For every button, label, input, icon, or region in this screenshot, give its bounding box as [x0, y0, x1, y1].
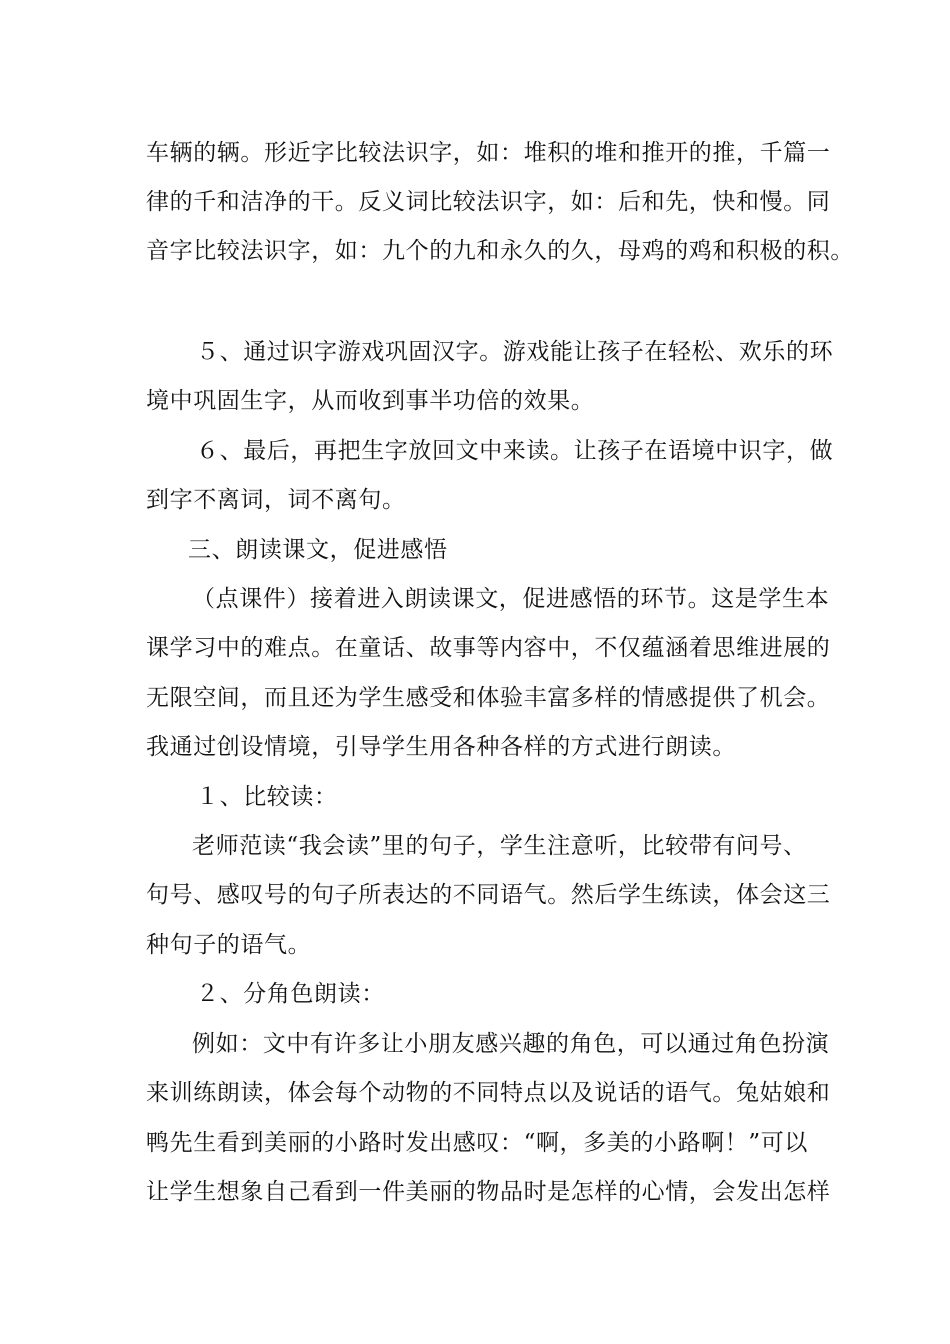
subheading-1: １、比较读： [196, 784, 338, 810]
paragraph-start: （点课件）接着进入朗读课文，促进感悟的环节。这是学生本 [192, 586, 830, 612]
text-line: 种句子的语气。 [146, 932, 312, 958]
paragraph-start: 老师范读“我会读”里的句子，学生注意听，比较带有问号、 [192, 833, 807, 859]
text-line: 律的千和洁净的干。反义词比较法识字，如：后和先，快和慢。同 [146, 189, 831, 215]
paragraph-item-5: ５、通过识字游戏巩固汉字。游戏能让孩子在轻松、欢乐的环 [196, 339, 834, 365]
text-line: 鸭先生看到美丽的小路时发出感叹：“啊，多美的小路啊！”可以 [146, 1130, 808, 1156]
paragraph-start: 例如：文中有许多让小朋友感兴趣的角色，可以通过角色扮演 [192, 1031, 830, 1057]
text-line: 我通过创设情境，引导学生用各种各样的方式进行朗读。 [146, 734, 736, 760]
text-line: 无限空间，而且还为学生感受和体验丰富多样的情感提供了机会。 [146, 685, 831, 711]
section-heading: 三、朗读课文，促进感悟 [188, 537, 448, 563]
text-line: 到字不离词，词不离句。 [146, 487, 406, 513]
text-line: 车辆的辆。形近字比较法识字，如：堆积的堆和推开的推，千篇一 [146, 140, 831, 166]
text-line: 境中巩固生字，从而收到事半功倍的效果。 [146, 388, 595, 414]
text-line: 句号、感叹号的句子所表达的不同语气。然后学生练读，体会这三 [146, 882, 831, 908]
text-line: 来训练朗读，体会每个动物的不同特点以及说话的语气。兔姑娘和 [146, 1080, 831, 1106]
text-line: 课学习中的难点。在童话、故事等内容中，不仅蕴涵着思维进展的 [146, 635, 831, 661]
text-line: 音字比较法识字，如：九个的九和永久的久，母鸡的鸡和积极的积。 [146, 238, 854, 264]
paragraph-item-6: ６、最后，再把生字放回文中来读。让孩子在语境中识字，做 [196, 438, 834, 464]
subheading-2: ２、分角色朗读： [196, 981, 385, 1007]
text-line: 让学生想象自己看到一件美丽的物品时是怎样的心情，会发出怎样 [146, 1179, 831, 1205]
